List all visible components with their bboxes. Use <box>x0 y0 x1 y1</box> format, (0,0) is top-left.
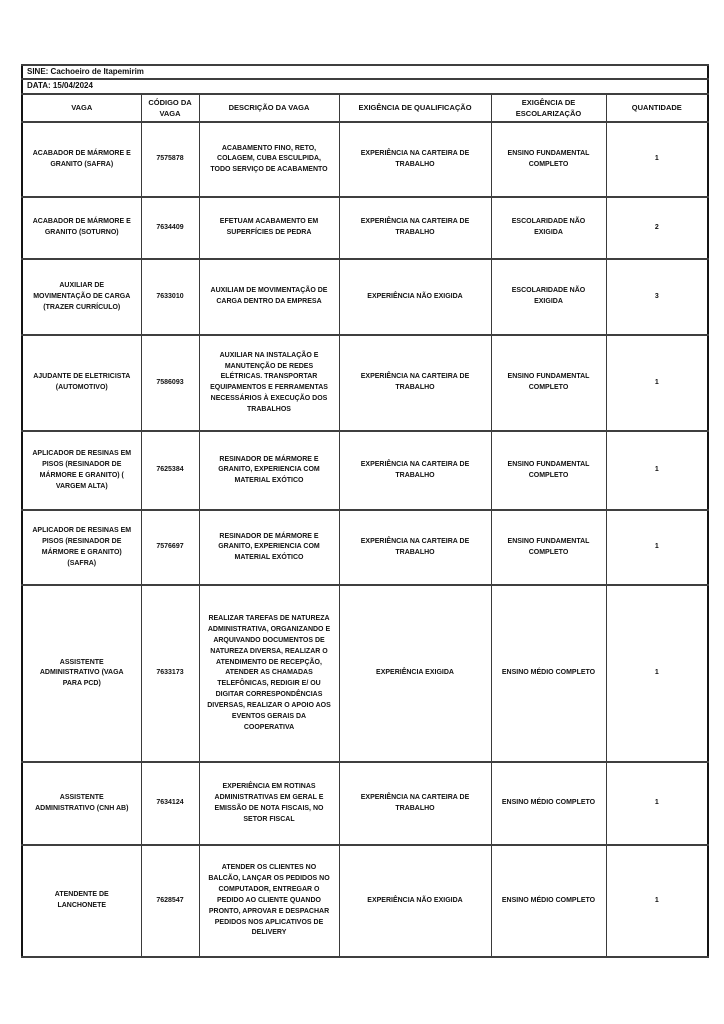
cell-descricao: AUXILIAM DE MOVIMENTAÇÃO DE CARGA DENTRO DA EMPRESA <box>199 259 339 335</box>
cell-descricao: RESINADOR DE MÁRMORE E GRANITO, EXPERIENCIA COM MATERIAL EXÓTICO <box>199 431 339 510</box>
cell-quantidade: 1 <box>606 762 708 845</box>
date-row <box>22 79 708 93</box>
cell-qualificacao: EXPERIÊNCIA NA CARTEIRA DE TRABALHO <box>339 762 491 845</box>
cell-vaga: ACABADOR DE MÁRMORE E GRANITO (SAFRA) <box>22 122 141 197</box>
table-row <box>22 259 708 335</box>
table-row <box>22 762 708 845</box>
cell-quantidade: 2 <box>606 197 708 259</box>
col-header-vaga: VAGA <box>22 94 141 123</box>
cell-vaga: AUXILIAR DE MOVIMENTAÇÃO DE CARGA (TRAZER CURRÍCULO) <box>22 259 141 335</box>
cell-qualificacao: EXPERIÊNCIA NA CARTEIRA DE TRABALHO <box>339 197 491 259</box>
cell-descricao: RESINADOR DE MÁRMORE E GRANITO, EXPERIENCIA COM MATERIAL EXÓTICO <box>199 510 339 585</box>
cell-quantidade: 3 <box>606 259 708 335</box>
cell-escolarizacao: ENSINO FUNDAMENTAL COMPLETO <box>491 431 606 510</box>
sine-row <box>22 65 708 79</box>
cell-codigo: 7625384 <box>141 431 199 510</box>
cell-vaga: ATENDENTE DE LANCHONETE <box>22 845 141 957</box>
cell-vaga: APLICADOR DE RESINAS EM PISOS (RESINADOR DE MÁRMORE E GRANITO) (SAFRA) <box>22 510 141 585</box>
cell-descricao: EXPERIÊNCIA EM ROTINAS ADMINISTRATIVAS EM GERAL E EMISSÃO DE NOTA FISCAIS, NO SETOR FISCAL <box>199 762 339 845</box>
cell-escolarizacao: ESCOLARIDADE NÃO EXIGIDA <box>491 197 606 259</box>
cell-codigo: 7633173 <box>141 585 199 762</box>
cell-qualificacao: EXPERIÊNCIA NÃO EXIGIDA <box>339 845 491 957</box>
col-header-quantidade: QUANTIDADE <box>606 94 708 123</box>
cell-quantidade: 1 <box>606 585 708 762</box>
cell-escolarizacao: ENSINO FUNDAMENTAL COMPLETO <box>491 335 606 431</box>
cell-codigo: 7628547 <box>141 845 199 957</box>
cell-vaga: APLICADOR DE RESINAS EM PISOS (RESINADOR DE MÁRMORE E GRANITO) ( VARGEM ALTA) <box>22 431 141 510</box>
table-row <box>22 122 708 197</box>
header-row <box>22 94 708 123</box>
cell-codigo: 7634409 <box>141 197 199 259</box>
cell-vaga: ACABADOR DE MÁRMORE E GRANITO (SOTURNO) <box>22 197 141 259</box>
cell-qualificacao: EXPERIÊNCIA NA CARTEIRA DE TRABALHO <box>339 335 491 431</box>
cell-quantidade: 1 <box>606 845 708 957</box>
cell-descricao: AUXILIAR NA INSTALAÇÃO E MANUTENÇÃO DE REDES ELÉTRICAS. TRANSPORTAR EQUIPAMENTOS E FERRAMENTAS NECESSÁRIOS À EXECUÇÃO DOS TRABALHOS <box>199 335 339 431</box>
table-row <box>22 431 708 510</box>
table-row <box>22 510 708 585</box>
cell-escolarizacao: ENSINO MÉDIO COMPLETO <box>491 762 606 845</box>
cell-codigo: 7575878 <box>141 122 199 197</box>
cell-vaga: ASSISTENTE ADMINISTRATIVO (VAGA PARA PCD) <box>22 585 141 762</box>
cell-quantidade: 1 <box>606 510 708 585</box>
cell-descricao: EFETUAM ACABAMENTO EM SUPERFÍCIES DE PEDRA <box>199 197 339 259</box>
col-header-codigo: CÓDIGO DA VAGA <box>141 94 199 123</box>
cell-qualificacao: EXPERIÊNCIA NÃO EXIGIDA <box>339 259 491 335</box>
cell-quantidade: 1 <box>606 431 708 510</box>
table-row <box>22 335 708 431</box>
table-row <box>22 585 708 762</box>
cell-descricao: ACABAMENTO FINO, RETO, COLAGEM, CUBA ESCULPIDA, TODO SERVIÇO DE ACABAMENTO <box>199 122 339 197</box>
col-header-escolarizacao: EXIGÊNCIA DE ESCOLARIZAÇÃO <box>491 94 606 123</box>
cell-qualificacao: EXPERIÊNCIA NA CARTEIRA DE TRABALHO <box>339 510 491 585</box>
sine-title: SINE: Cachoeiro de Itapemirim <box>22 65 708 79</box>
cell-quantidade: 1 <box>606 335 708 431</box>
cell-descricao: ATENDER OS CLIENTES NO BALCÃO, LANÇAR OS PEDIDOS NO COMPUTADOR, ENTREGAR O PEDIDO AO CLIENTE QUANDO PRONTO, APROVAR E DESPACHAR PEDIDOS NOS APLICATIVOS DE DELIVERY <box>199 845 339 957</box>
cell-qualificacao: EXPERIÊNCIA NA CARTEIRA DE TRABALHO <box>339 122 491 197</box>
cell-codigo: 7576697 <box>141 510 199 585</box>
cell-quantidade: 1 <box>606 122 708 197</box>
table-row <box>22 197 708 259</box>
table-row <box>22 845 708 957</box>
cell-qualificacao: EXPERIÊNCIA EXIGIDA <box>339 585 491 762</box>
cell-vaga: AJUDANTE DE ELETRICISTA (AUTOMOTIVO) <box>22 335 141 431</box>
cell-vaga: ASSISTENTE ADMINISTRATIVO (CNH AB) <box>22 762 141 845</box>
cell-codigo: 7586093 <box>141 335 199 431</box>
cell-codigo: 7634124 <box>141 762 199 845</box>
vacancies-table <box>21 64 709 958</box>
cell-escolarizacao: ESCOLARIDADE NÃO EXIGIDA <box>491 259 606 335</box>
cell-escolarizacao: ENSINO MÉDIO COMPLETO <box>491 845 606 957</box>
col-header-descricao: DESCRIÇÃO DA VAGA <box>199 94 339 123</box>
cell-escolarizacao: ENSINO FUNDAMENTAL COMPLETO <box>491 122 606 197</box>
cell-qualificacao: EXPERIÊNCIA NA CARTEIRA DE TRABALHO <box>339 431 491 510</box>
cell-escolarizacao: ENSINO MÉDIO COMPLETO <box>491 585 606 762</box>
col-header-qualificacao: EXIGÊNCIA DE QUALIFICAÇÃO <box>339 94 491 123</box>
date-label: DATA: 15/04/2024 <box>22 79 708 93</box>
cell-codigo: 7633010 <box>141 259 199 335</box>
cell-descricao: REALIZAR TAREFAS DE NATUREZA ADMINISTRATIVA, ORGANIZANDO E ARQUIVANDO DOCUMENTOS DE NATUREZA DIVERSA, REALIZAR O ATENDIMENTO DE RECEPÇÃO, ATENDER AS CHAMADAS TELEFÔNICAS, REDIGIR E/ OU DIGITAR CORRESPONDÊNCIAS DIVERSAS, REALIZAR O APOIO AOS EVENTOS GERAIS DA COOPERATIVA <box>199 585 339 762</box>
cell-escolarizacao: ENSINO FUNDAMENTAL COMPLETO <box>491 510 606 585</box>
